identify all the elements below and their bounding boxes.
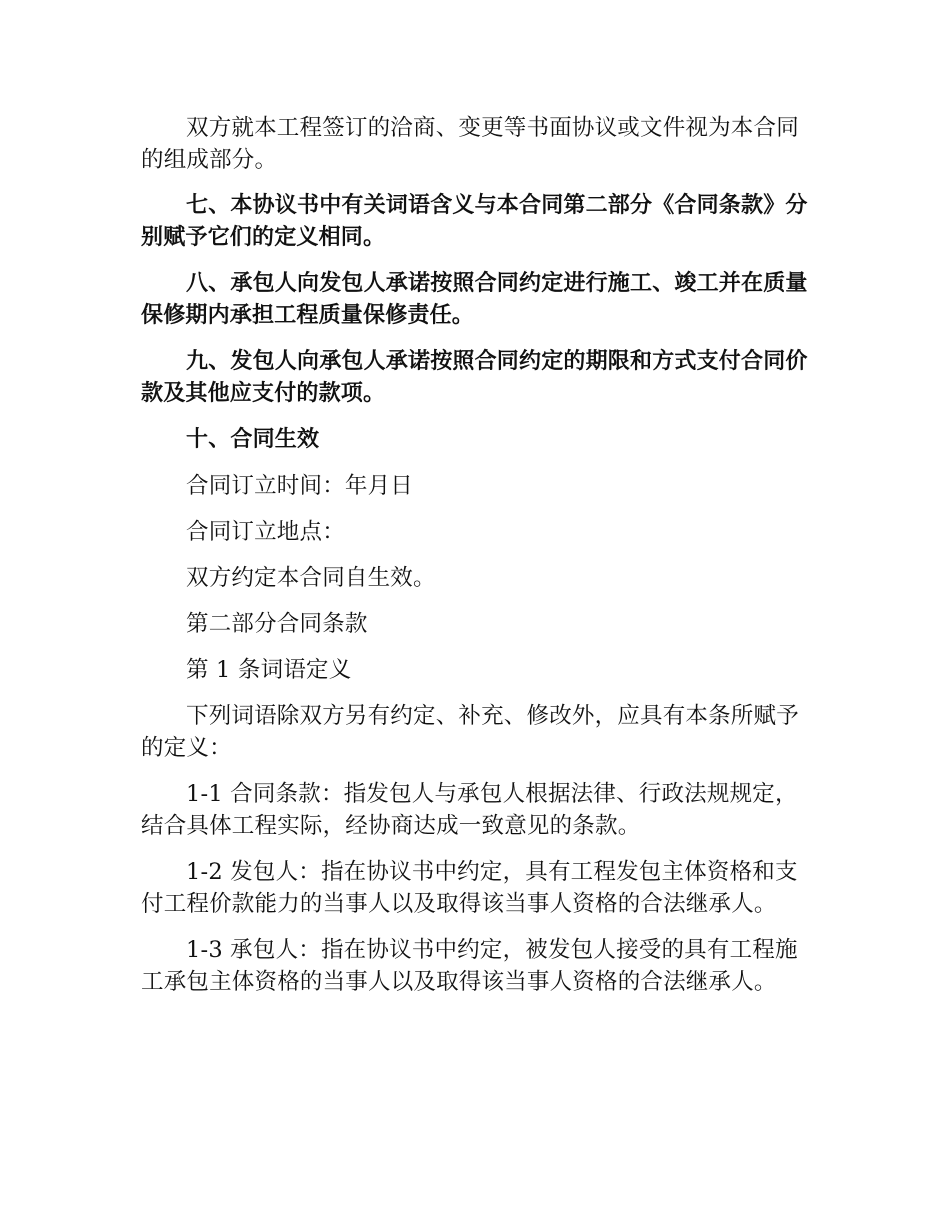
paragraph-effective: 双方约定本合同自生效。 [186, 565, 436, 591]
paragraph-clause-10-heading: 十、合同生效 [186, 427, 320, 452]
paragraph-clause-8: 八、承包人向发包人承诺按照合同约定进行施工、竣工并在质量保修期内承担工程质量保修责任。 [141, 271, 808, 328]
paragraph-article-1-heading: 第 1 条词语定义 [186, 657, 352, 683]
paragraph-definition-1-1: 1-1 合同条款：指发包人与承包人根据法律、行政法规规定，结合具体工程实际，经协商达成一致意见的条款。 [141, 781, 798, 839]
paragraph-clause-9: 九、发包人向承包人承诺按照合同约定的期限和方式支付合同价款及其他应支付的款项。 [141, 349, 808, 406]
paragraph-definition-1-3: 1-3 承包人：指在协议书中约定，被发包人接受的具有工程施工承包主体资格的当事人以及取得该当事人资格的合法继承人。 [141, 937, 798, 995]
paragraph-part-two-heading: 第二部分合同条款 [186, 611, 368, 637]
paragraph-definitions-intro: 下列词语除双方另有约定、补充、修改外，应具有本条所赋予的定义： [141, 703, 799, 761]
paragraph-definition-1-2: 1-2 发包人：指在协议书中约定，具有工程发包主体资格和支付工程价款能力的当事人以及取得该当事人资格的合法继承人。 [141, 859, 798, 917]
paragraph-signing-place: 合同订立地点： [186, 519, 345, 545]
paragraph-supplementary-agreements: 双方就本工程签订的洽商、变更等书面协议或文件视为本合同的组成部分。 [141, 115, 799, 173]
paragraph-signing-date: 合同订立时间：年月日 [186, 473, 414, 499]
document-body [141, 112, 811, 1012]
paragraph-clause-7: 七、本协议书中有关词语含义与本合同第二部分《合同条款》分别赋予它们的定义相同。 [141, 193, 808, 250]
